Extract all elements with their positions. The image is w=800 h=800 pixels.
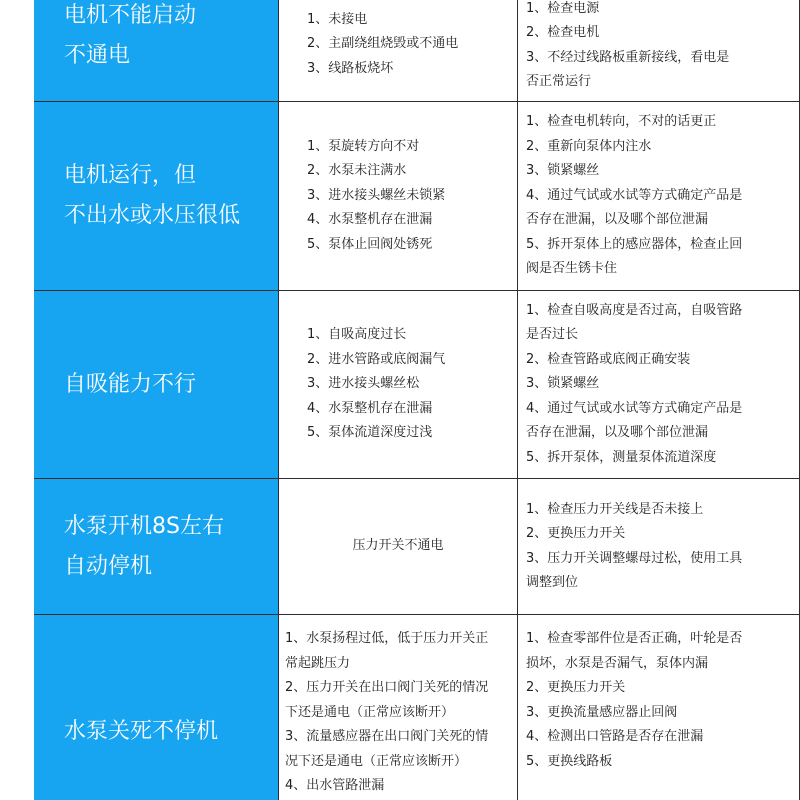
cause-line: 1、自吸高度过长 xyxy=(307,327,407,343)
table-row-1 xyxy=(34,0,800,102)
fix-cell-5 xyxy=(517,615,800,800)
symptom-line: 电机不能启动 xyxy=(64,2,197,28)
cause-line: 下还是通电（正常应该断开） xyxy=(285,704,455,720)
cause-line: 况下还是通电（正常应该断开） xyxy=(285,753,468,769)
symptom-label-5 xyxy=(34,615,278,800)
cause-cell-4 xyxy=(278,479,517,614)
cause-line: 2、进水管路或底阀漏气 xyxy=(307,351,446,367)
cause-line: 5、泵体止回阀处锈死 xyxy=(307,236,433,252)
symptom-label-3 xyxy=(34,291,278,478)
fix-cell-4 xyxy=(517,479,800,614)
cause-cell-3 xyxy=(278,291,517,478)
table-row-3 xyxy=(34,291,800,479)
symptom-line: 电机运行，但 xyxy=(64,163,197,188)
fix-line: 5、拆开泵体上的感应器体，检查止回 xyxy=(526,236,743,252)
fix-line: 4、通过气试或水试等方式确定产品是 xyxy=(526,400,743,416)
cause-line: 3、流量感应器在出口阀门关死的情 xyxy=(285,729,489,744)
symptom-line: 不通电 xyxy=(64,42,131,68)
fix-cell-2 xyxy=(517,102,800,290)
cause-line: 4、水泵整机存在泄漏 xyxy=(307,212,433,228)
fix-line: 3、锁紧螺丝 xyxy=(526,376,600,392)
fix-line: 3、压力开关调整螺母过松，使用工具 xyxy=(526,550,743,566)
cause-line: 3、进水接头螺丝松 xyxy=(307,376,420,392)
fix-line: 损坏，水泵是否漏气，泵体内漏 xyxy=(526,655,709,671)
fix-line: 1、检查自吸高度是否过高，自吸管路 xyxy=(526,302,743,318)
cause-line: 3、进水接头螺丝未锁紧 xyxy=(307,187,446,203)
fix-line: 2、检查电机 xyxy=(526,25,600,40)
fix-line: 否正常运行 xyxy=(526,74,592,89)
cause-line: 压力开关不通电 xyxy=(352,538,444,554)
symptom-line: 不出水或水压很低 xyxy=(64,203,241,228)
fix-line: 3、更换流量感应器止回阀 xyxy=(526,704,678,720)
cause-line: 4、水泵整机存在泄漏 xyxy=(307,400,433,416)
fix-cell-1 xyxy=(517,0,800,101)
cause-cell-1 xyxy=(278,0,517,101)
fix-line: 2、检查管路或底阀正确安装 xyxy=(526,351,691,367)
table-row-2 xyxy=(34,102,800,291)
symptom-label-4 xyxy=(34,479,278,614)
cause-line: 3、线路板烧坏 xyxy=(307,60,394,76)
cause-line: 1、未接电 xyxy=(307,11,368,27)
cause-cell-5 xyxy=(278,615,517,800)
fix-line: 否存在泄漏，以及哪个部位泄漏 xyxy=(526,425,709,441)
cause-line: 1、水泵扬程过低，低于压力开关正 xyxy=(285,631,489,646)
symptom-line: 水泵关死不停机 xyxy=(64,719,219,744)
fix-line: 2、更换压力开关 xyxy=(526,526,626,541)
fix-line: 1、检查零部件位是否正确，叶轮是否 xyxy=(526,631,743,646)
fix-cell-3 xyxy=(517,291,800,478)
table-row-5 xyxy=(34,615,800,800)
cause-line: 常起跳压力 xyxy=(285,655,351,671)
fix-line: 是否过长 xyxy=(526,327,579,343)
symptom-label-2 xyxy=(34,102,278,290)
table-row-4 xyxy=(34,479,800,615)
cause-line: 2、压力开关在出口阀门关死的情况 xyxy=(285,680,489,695)
troubleshooting-table xyxy=(34,0,800,800)
fix-line: 2、重新向泵体内注水 xyxy=(526,138,652,154)
fix-line: 3、不经过线路板重新接线，看电是 xyxy=(526,49,730,65)
fix-line: 1、检查压力开关线是否未接上 xyxy=(526,501,704,517)
fix-line: 调整到位 xyxy=(526,575,579,590)
cause-line: 4、出水管路泄漏 xyxy=(285,778,385,793)
fix-line: 4、通过气试或水试等方式确定产品是 xyxy=(526,187,743,203)
fix-line: 2、更换压力开关 xyxy=(526,680,626,695)
symptom-label-1 xyxy=(34,0,278,101)
fix-line: 否存在泄漏，以及哪个部位泄漏 xyxy=(526,212,709,228)
fix-line: 1、检查电源 xyxy=(526,0,600,16)
cause-line: 2、主副绕组烧毁或不通电 xyxy=(307,36,459,52)
symptom-line: 自吸能力不行 xyxy=(64,371,197,397)
fix-line: 5、拆开泵体，测量泵体流道深度 xyxy=(526,449,717,465)
symptom-line: 水泵开机8S左右 xyxy=(64,513,224,539)
cause-line: 1、泵旋转方向不对 xyxy=(307,138,420,154)
fix-line: 5、更换线路板 xyxy=(526,753,613,769)
cause-cell-2 xyxy=(278,102,517,290)
cause-line: 2、水泵未注满水 xyxy=(307,163,407,179)
symptom-line: 自动停机 xyxy=(64,553,153,579)
fix-line: 3、锁紧螺丝 xyxy=(526,163,600,179)
fix-line: 4、检测出口管路是否存在泄漏 xyxy=(526,729,704,744)
fix-line: 阀是否生锈卡住 xyxy=(526,261,618,277)
cause-line: 5、泵体流道深度过浅 xyxy=(307,425,433,441)
fix-line: 1、检查电机转向，不对的话更正 xyxy=(526,114,717,130)
